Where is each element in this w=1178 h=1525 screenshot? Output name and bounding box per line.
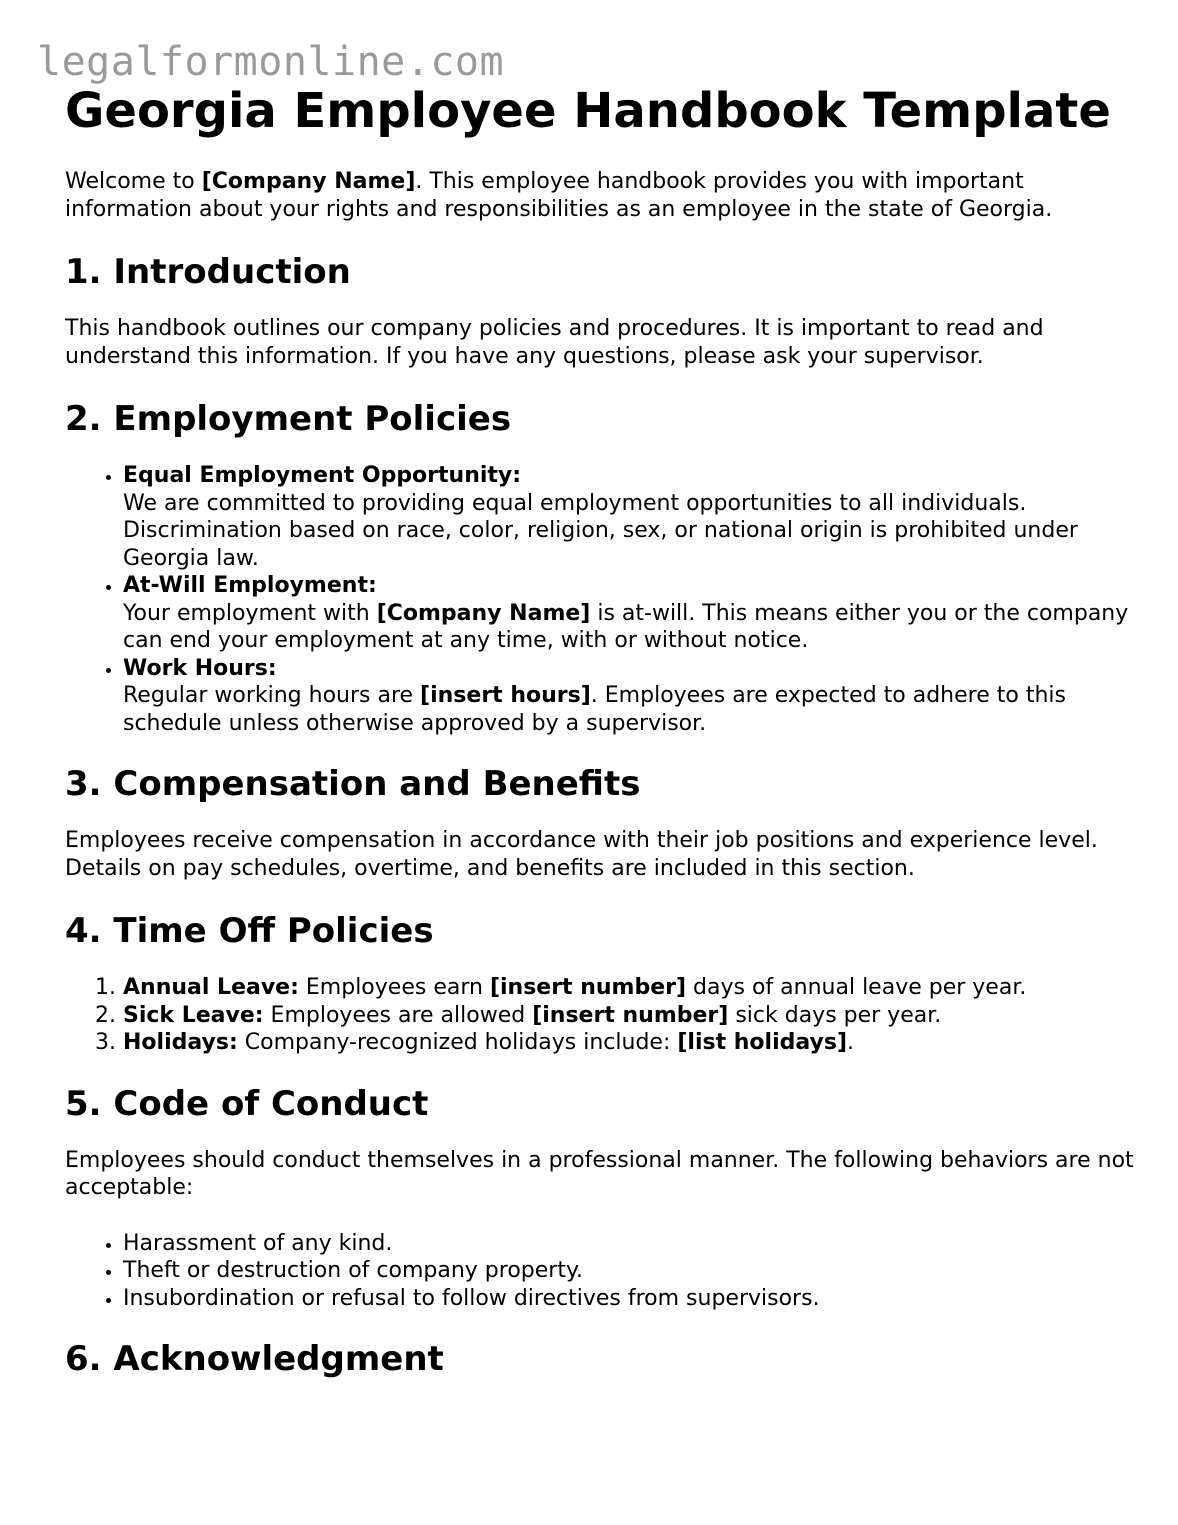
- section-heading-compensation: 3. Compensation and Benefits: [65, 764, 641, 804]
- leave-label: Holidays:: [123, 1030, 238, 1055]
- holidays-placeholder: [list holidays]: [677, 1030, 848, 1055]
- policy-text-pre: Your employment with: [123, 600, 377, 626]
- section-heading-introduction: 1. Introduction: [65, 252, 351, 292]
- intro-welcome-post: . This employee handbook provides you with important information about your rights and responsibilities as an employee in the state of Georgia.: [65, 169, 1053, 222]
- policy-text-post: is at-will. This means either you or the company can end your employment at any time, with or without notice.: [123, 600, 1129, 653]
- list-item: • Insubordination or refusal to follow directives from supervisors.: [123, 1285, 1145, 1313]
- leave-text-post: days of annual leave per year.: [686, 975, 1027, 1000]
- list-item: • Harassment of any kind.: [123, 1230, 1145, 1258]
- policy-text-pre: Regular working hours are: [123, 683, 421, 708]
- leave-text-post: sick days per year.: [728, 1002, 942, 1028]
- policy-text-post: . Employees are expected to adhere to this schedule unless otherwise approved by a supervisor.: [123, 683, 1066, 736]
- policy-label: At-Will Employment:: [123, 573, 377, 598]
- leave-text-pre: Employees are allowed: [263, 1002, 533, 1028]
- intro-paragraph: [65, 168, 1145, 223]
- policy-label: Work Hours:: [123, 655, 277, 681]
- hours-placeholder: [insert hours]: [420, 683, 591, 708]
- time-off-list: [65, 974, 1145, 1057]
- leave-label: Annual Leave:: [123, 975, 299, 1000]
- section-heading-acknowledgment: 6. Acknowledgment: [65, 1339, 444, 1379]
- list-item: [123, 572, 1145, 655]
- list-item: [123, 655, 1145, 738]
- list-item: [123, 1002, 1145, 1030]
- policy-label: Equal Employment Opportunity:: [123, 463, 522, 488]
- list-item: • Theft or destruction of company property.: [123, 1257, 1145, 1285]
- leave-text-pre: Company-recognized holidays include:: [237, 1030, 678, 1055]
- list-item: [123, 462, 1145, 572]
- list-item: [123, 974, 1145, 1002]
- conduct-list: [65, 1230, 1145, 1313]
- intro-welcome-pre: Welcome to: [65, 169, 202, 194]
- company-name-placeholder: [Company Name]: [201, 169, 416, 194]
- document-body: [65, 82, 1145, 1402]
- page-title: Georgia Employee Handbook Template: [65, 83, 1111, 139]
- section-heading-code-of-conduct: 5. Code of Conduct: [65, 1083, 429, 1124]
- policy-text: We are committed to providing equal employment opportunities to all individuals. Discrimination based on race, color, religion, sex, or national origin is prohibited under Georgia law.: [123, 490, 1078, 571]
- leave-text-post: .: [847, 1030, 855, 1055]
- section-heading-time-off: 4. Time Off Policies: [65, 911, 434, 951]
- list-item: [123, 1029, 1145, 1057]
- site-watermark: legalformonline.com: [37, 39, 505, 85]
- section-heading-employment-policies: 2. Employment Policies: [65, 399, 512, 439]
- leave-label: Sick Leave:: [123, 1002, 264, 1028]
- section-text-code-of-conduct: Employees should conduct themselves in a professional manner. The following behaviors are not acceptable:: [65, 1147, 1134, 1200]
- number-placeholder: [insert number]: [489, 975, 687, 1000]
- section-text-compensation: Employees receive compensation in accordance with their job positions and experience level. Details on pay schedules, overtime, and benefits are included in this section.: [65, 828, 1098, 881]
- number-placeholder: [insert number]: [532, 1002, 729, 1028]
- company-name-placeholder: [Company Name]: [376, 600, 591, 626]
- employment-policies-list: [65, 462, 1145, 737]
- section-text-introduction: This handbook outlines our company policies and procedures. It is important to read and understand this information. If you have any questions, please ask your supervisor.: [65, 316, 1044, 369]
- leave-text-pre: Employees earn: [298, 975, 490, 1000]
